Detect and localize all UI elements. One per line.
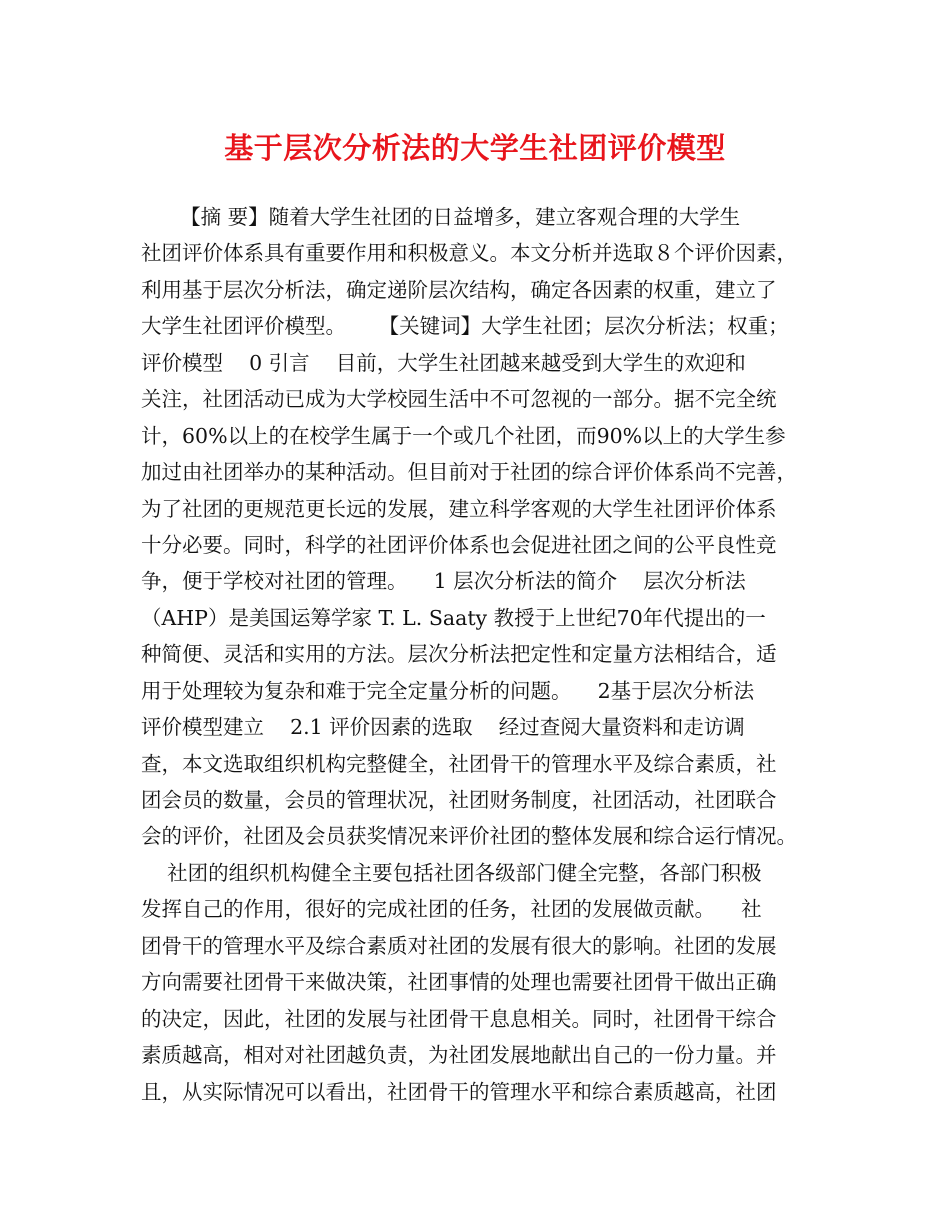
body-text-line: 社团评价体系具有重要作用和积极意义。本文分析并选取８个评价因素， — [141, 241, 797, 266]
body-text-line: 查，本文选取组织机构完整健全，社团骨干的管理水平及综合素质，社 — [141, 751, 777, 776]
body-text-line: 用于处理较为复杂和难于完全定量分析的问题。 2基于层次分析法 — [141, 678, 755, 703]
body-text-line: 利用基于层次分析法，确定递阶层次结构，确定各因素的权重，建立了 — [141, 277, 777, 302]
body-text-line: 方向需要社团骨干来做决策，社团事情的处理也需要社团骨干做出正确 — [141, 970, 777, 995]
body-text-line: 评价模型建立 2.1 评价因素的选取 经过查阅大量资料和走访调 — [141, 715, 745, 740]
body-text-line: 素质越高，相对对社团越负责，为社团发展地献出自己的一份力量。并 — [141, 1043, 777, 1068]
body-text-line: 争，便于学校对社团的管理。 1 层次分析法的简介 层次分析法 — [141, 569, 746, 594]
body-text-line: 十分必要。同时，科学的社团评价体系也会促进社团之间的公平良性竞 — [141, 532, 777, 557]
body-text-line: 大学生社团评价模型。 【关键词】大学生社团；层次分析法；权重； — [141, 314, 789, 339]
body-text-line: 种简便、灵活和实用的方法。层次分析法把定性和定量方法相结合，适 — [141, 642, 777, 667]
body-text-line: 为了社团的更规范更长远的发展，建立科学客观的大学生社团评价体系 — [141, 496, 777, 521]
body-text-line: 的决定，因此，社团的发展与社团骨干息息相关。同时，社团骨干综合 — [141, 1006, 777, 1031]
body-text-line: 【摘 要】随着大学生社团的日益增多，建立客观合理的大学生 — [141, 205, 741, 229]
body-text-line: 团会员的数量，会员的管理状况，社团财务制度，社团活动，社团联合 — [141, 788, 777, 812]
body-text-line: 社团的组织机构健全主要包括社团各级部门健全完整，各部门积极 — [141, 860, 762, 885]
body-text-line: 关注，社团活动已成为大学校园生活中不可忽视的一部分。据不完全统 — [141, 387, 777, 412]
body-text-line: 加过由社团举办的某种活动。但目前对于社团的综合评价体系尚不完善， — [141, 460, 797, 485]
body-text-line: （AHP）是美国运筹学家 T. L. Saaty 教授于上世纪70年代提出的一 — [141, 605, 766, 630]
body-text-line: 且，从实际情况可以看出，社团骨干的管理水平和综合素质越高，社团 — [141, 1079, 777, 1104]
body-text-line: 会的评价，社团及会员获奖情况来评价社团的整体发展和综合运行情况。 — [141, 824, 797, 849]
body-text-line: 团骨干的管理水平及综合素质对社团的发展有很大的影响。社团的发展 — [141, 933, 777, 958]
document-title: 基于层次分析法的大学生社团评价模型 — [224, 131, 726, 165]
body-text-line: 发挥自己的作用，很好的完成社团的任务，社团的发展做贡献。 社 — [141, 897, 762, 922]
body-text-line: 计，60%以上的在校学生属于一个或几个社团，而90%以上的大学生参 — [141, 423, 786, 448]
body-text-line: 评价模型 0 引言 目前，大学生社团越来越受到大学生的欢迎和 — [141, 350, 746, 375]
document-body — [141, 199, 821, 1110]
